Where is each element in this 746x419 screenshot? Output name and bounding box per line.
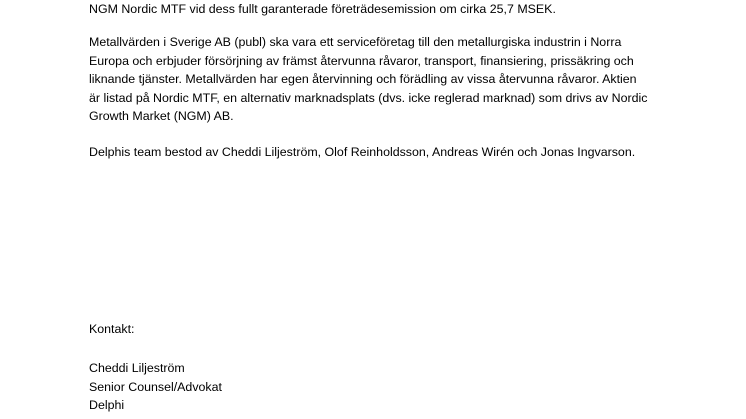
contact-title: Senior Counsel/Advokat	[89, 379, 222, 394]
contact-name: Cheddi Liljeström	[89, 361, 185, 375]
company-paragraph-line: är listad på Nordic MTF, en alternativ marknadsplats (dvs. icke reglerad marknad) som drivs av Nordic	[89, 90, 648, 105]
contact-heading: Kontakt:	[89, 322, 135, 336]
company-paragraph-line: Metallvärden i Sverige AB (publ) ska vara ett serviceföretag till den metallurgiska industrin i Norra	[89, 35, 622, 49]
contact-block	[89, 359, 222, 415]
company-paragraph-line: Growth Market (NGM) AB.	[89, 109, 234, 123]
intro-line: NGM Nordic MTF vid dess fullt garanterade företrädesemission om cirka 25,7 MSEK.	[89, 2, 556, 16]
team-line: Delphis team bestod av Cheddi Liljeström, Olof Reinholdsson, Andreas Wirén och Jonas Ingvarson.	[89, 145, 636, 159]
document-page	[89, 0, 669, 419]
contact-company: Delphi	[89, 398, 125, 412]
company-paragraph	[89, 33, 647, 126]
company-paragraph-line: liknande tjänster. Metallvärden har egen återvinning och förädling av vissa återvunna råvaror. Aktien	[89, 72, 637, 86]
company-paragraph-line: Europa och erbjuder försörjning av främst återvunna råvaror, transport, finansiering, prissäkring och	[89, 53, 634, 68]
